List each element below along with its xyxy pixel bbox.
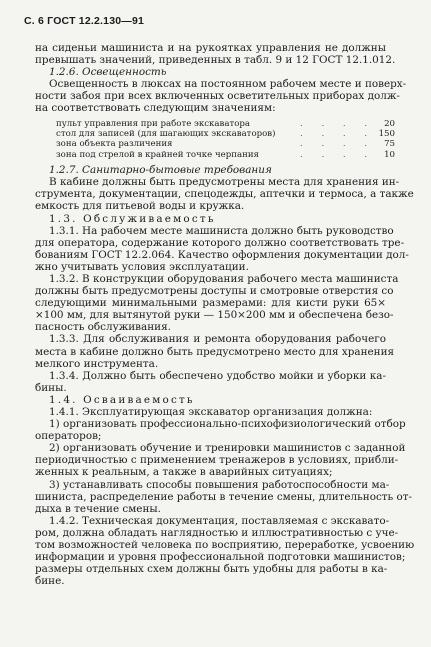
text-line: емкость для питьевой воды и кружка. <box>35 200 245 213</box>
table-row-value: 20 <box>384 118 395 129</box>
leader-dots: . . . . <box>300 128 376 139</box>
text-line: места в кабине должно быть предусмотрено место для хранения <box>35 345 395 358</box>
text-line: размеры отдельных схем должны быть удобны для работы в ка- <box>35 563 388 576</box>
table-row-label: пульт управления при работе экскаватора <box>56 118 251 129</box>
table-row-value: 10 <box>384 149 395 160</box>
text-line: струмента, документации, спецодежды, аптечки и термоса, а также <box>35 188 414 201</box>
text-line: том возможностей человека по восприятию, переработке, усвоению <box>35 539 415 552</box>
section-title-sanitary: 1.2.7. Санитарно-бытовые требования <box>49 164 272 177</box>
leader-dots: . . . . <box>300 139 376 150</box>
table-row <box>0 150 431 160</box>
list-item-line: операторов; <box>35 430 102 443</box>
text-line: 1.4.1. Эксплуатирующая экскаватор организация должна: <box>49 406 373 418</box>
text-line: 1.3.3. Для обслуживания и ремонта оборудования рабочего <box>49 333 386 346</box>
table-row-value: 150 <box>378 128 395 139</box>
text-line: ности забоя при всех включенных осветительных приборах долж- <box>35 90 400 103</box>
table-row-label: стол для записей (для шагающих экскаваторов) <box>56 128 276 139</box>
text-line: следующими минимальными размерами: для кисти руки 65× <box>35 297 386 310</box>
text-line: для оператора, содержание которого должно соответствовать тре- <box>35 236 405 249</box>
text-line: на соответствовать следующим значениям: <box>35 102 276 115</box>
table-row <box>0 139 431 149</box>
text-line: бины. <box>35 381 67 394</box>
table-row <box>0 129 431 139</box>
page-header: С. 6 ГОСТ 12.2.130—91 <box>24 15 145 27</box>
table-row <box>0 119 431 129</box>
list-item-line: 2) организовать обучение и тренировки машинистов с заданной <box>49 442 406 455</box>
list-item-line: шиниста, распределение работы в течение смены, длительность от- <box>35 490 413 503</box>
text-line: должны быть предусмотрены доступы и смотровые отверстия со <box>35 285 394 298</box>
text-line: пасность обслуживания. <box>35 321 171 334</box>
list-item-line: 1) организовать профессионально-психофизиологический отбор <box>49 418 406 431</box>
text-line: 1.3.4. Должно быть обеспечено удобство мойки и уборки ка- <box>49 369 386 382</box>
table-row-label: зона объекта различения <box>56 139 173 150</box>
text-line: 1.3.2. В конструкции оборудования рабочего места машиниста <box>49 272 399 285</box>
text-line: ром, должна обладать наглядностью и иллюстративностью с уче- <box>35 526 399 539</box>
list-item-line: периодичностью с применением тренажеров в условиях, прибли- <box>35 454 399 467</box>
section-title-illumination: 1.2.6. Освещенность <box>49 66 167 79</box>
table-row-value: 75 <box>384 139 395 150</box>
leader-dots: . . . . <box>300 118 376 129</box>
list-item-line: дыха в течение смены. <box>35 502 161 515</box>
text-line: бине. <box>35 575 65 588</box>
document-body <box>0 42 431 587</box>
section-title-serviceability: 1.3. Обслуживаемость <box>49 212 216 225</box>
leader-dots: . . . . <box>300 149 376 160</box>
table-row-label: зона под стрелой в крайней точке черпания <box>56 149 259 160</box>
text-line: жно учитывать условия эксплуатации. <box>35 260 249 273</box>
text-line: превышать значений, приведенных в табл. 9 и 12 ГОСТ 12.1.012. <box>35 54 396 67</box>
text-line: ×100 мм, для вытянутой руки — 150×200 мм и обеспечена безо- <box>35 309 394 322</box>
text-line: 1.4.2. Техническая документация, поставляемая с экскавато- <box>49 514 390 527</box>
text-line: 1.3.1. На рабочем месте машиниста должно быть руководство <box>49 224 394 237</box>
text-line: В кабине должны быть предусмотрены места для хранения ин- <box>49 176 400 189</box>
list-item-line: женных к реальным, а также в аварийных ситуациях; <box>35 466 333 479</box>
text-line: информации и уровня профессиональной подготовки машинистов; <box>35 551 406 564</box>
text-line: Освещенность в люксах на постоянном рабочем месте и поверх- <box>49 78 407 91</box>
illumination-table <box>0 119 431 161</box>
text-line: на сиденьи машиниста и на рукоятках управления не должны <box>35 42 386 54</box>
list-item-line: 3) устанавливать способы повышения работоспособности ма- <box>49 478 390 491</box>
text-line: мелкого инструмента. <box>35 357 159 370</box>
text-line: бованиям ГОСТ 12.2.064. Качество оформления документации дол- <box>35 248 409 261</box>
section-title-mastering: 1.4. Осваиваемость <box>49 393 195 406</box>
